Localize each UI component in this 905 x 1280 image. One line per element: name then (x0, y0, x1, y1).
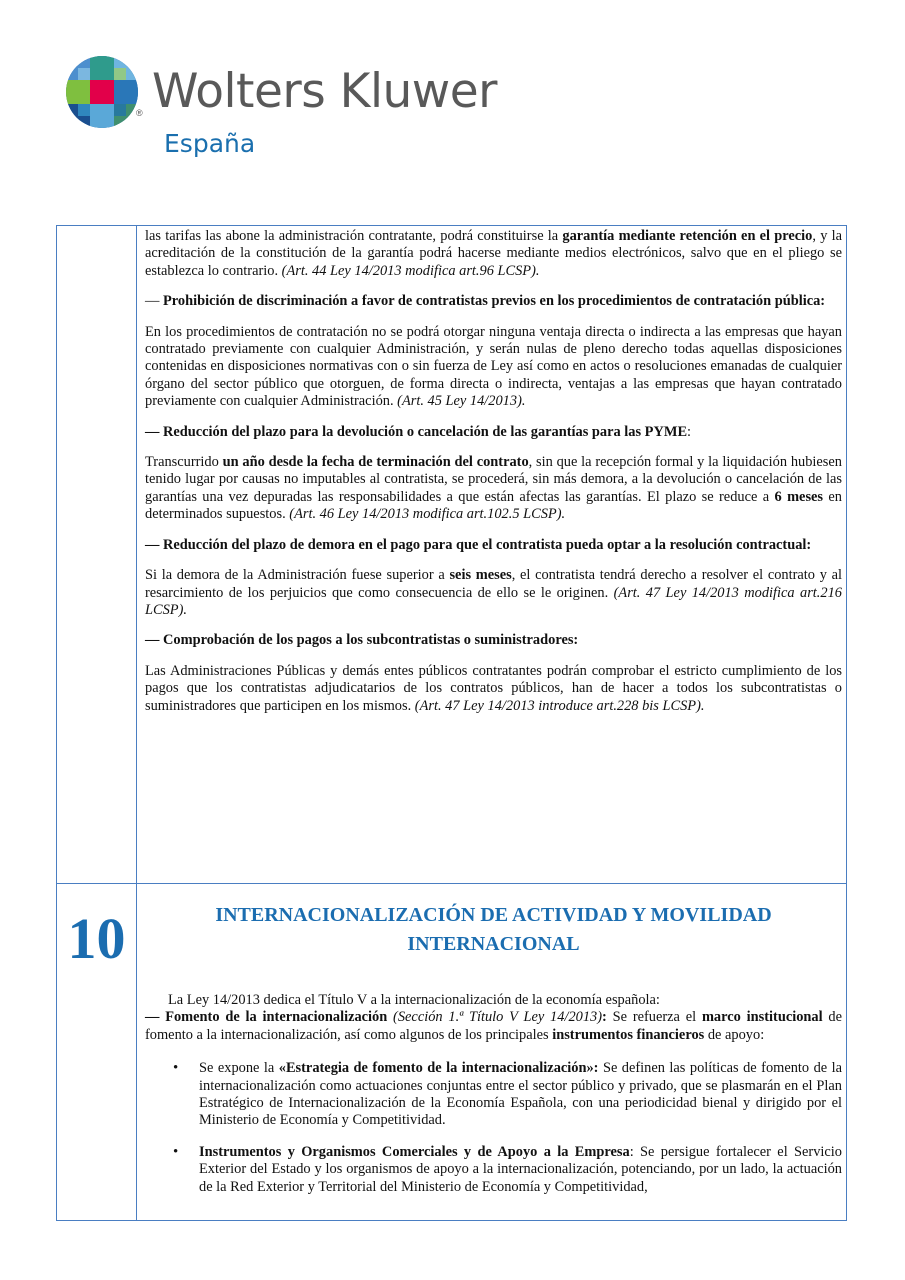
previous-section-content (145, 228, 842, 728)
subheading: — Reducción del plazo de demora en el pago para que el contratista pueda optar a la resolución contractual: (145, 536, 812, 553)
paragraph: Transcurrido un año desde la fecha de terminación del contrato, sin que la recepción formal y la liquidación hubiesen tenido lugar por causas no imputables al contratista, se procederá, sin más demora, a la devolución o cancelación de las garantías una vez depuradas las responsabilidades a que están afectas las garantías. El plazo se reduce a 6 meses en determinados supuestos. (Art. 46 Ley 14/2013 modifica art.102.5 LCSP). (145, 454, 842, 523)
bullet-list (145, 1060, 842, 1196)
subheading: — Reducción del plazo para la devolución o cancelación de las garantías para las PYME: (145, 423, 692, 440)
list-item: • Se expone la «Estrategia de fomento de la internacionalización»: Se definen las políticas de fomento de la internacionalización como actuaciones conjuntas entre el sector público y privado, que se plasmarán en el Plan Estratégico de Internacionalización de la Economía Española, con una periodicidad bienal y dirigido por el Ministerio de Economía y Competitividad. (199, 1060, 842, 1130)
paragraph: Las Administraciones Públicas y demás entes públicos contratantes podrán comprobar el estricto cumplimiento de los pagos que los contratistas adjudicatarios de los contratos públicos, han de hacer a todos los subcontratistas o suministradores que participen en los mismos. (Art. 47 Ley 14/2013 introduce art.228 bis LCSP). (145, 662, 842, 714)
content-table (56, 225, 847, 1221)
registered-mark: ® (136, 108, 143, 118)
list-item: • Instrumentos y Organismos Comerciales y de Apoyo a la Empresa: Se persigue fortalecer el Servicio Exterior del Estado y los organismos de apoyo a la internacionalización, potenciando, por un lado, la actuación de la Red Exterior y Territorial del Ministerio de Economía y Competitividad, (199, 1144, 842, 1196)
brand-region: España (164, 129, 256, 158)
paragraph: las tarifas las abone la administración contratante, podrá constituirse la garantía mediante retención en el precio, y la acreditación de la constitución de la garantía podrá hacerse mediante medios electrónicos, salvo que en el pliego se establezca lo contrario. (Art. 44 Ley 14/2013 modifica art.96 LCSP). (145, 228, 842, 279)
paragraph: Si la demora de la Administración fuese superior a seis meses, el contratista tendrá derecho a resolver el contrato y al resarcimiento de los perjuicios que como consecuencia de ello se le originen. (Art. 47 Ley 14/2013 modifica art.216 LCSP). (145, 567, 842, 618)
section-10-content (145, 901, 842, 1210)
column-divider (136, 226, 137, 1220)
brand-name: Wolters Kluwer (152, 64, 497, 119)
paragraph: En los procedimientos de contratación no se podrá otorgar ninguna ventaja directa o indirecta a las empresas que hayan contratado previamente con cualquier Administración, y serán nulas de pleno derecho todas aquellas disposiciones contenidas en disposiciones normativas con o sin fuerza de Ley así como en actos o resoluciones emanadas de cualquier órgano del sector público que otorguen, de forma directa o indirecta, ventajas a las empresas que hayan contratado previamente con cualquier Administración. (Art. 45 Ley 14/2013). (145, 323, 842, 410)
logo-mosaic-icon (66, 56, 138, 128)
paragraph: — Fomento de la internacionalización (Sección 1.ª Título V Ley 14/2013): Se refuerza el marco institucional de fomento a la internacionalización, así como algunos de los principales instrumentos financieros de apoyo: (145, 1009, 842, 1043)
subheading: — Prohibición de discriminación a favor de contratistas previos en los procedimientos de contratación pública: (145, 293, 826, 310)
subheading: — Comprobación de los pagos a los subcontratistas o suministradores: (145, 632, 579, 649)
section-title: INTERNACIONALIZACIÓN DE ACTIVIDAD Y MOVILIDAD INTERNACIONAL (215, 904, 772, 955)
row-divider (57, 883, 846, 884)
section-intro: La Ley 14/2013 dedica el Título V a la internacionalización de la economía española: (168, 992, 660, 1008)
section-number: 10 (67, 906, 126, 971)
company-logo (66, 56, 506, 166)
